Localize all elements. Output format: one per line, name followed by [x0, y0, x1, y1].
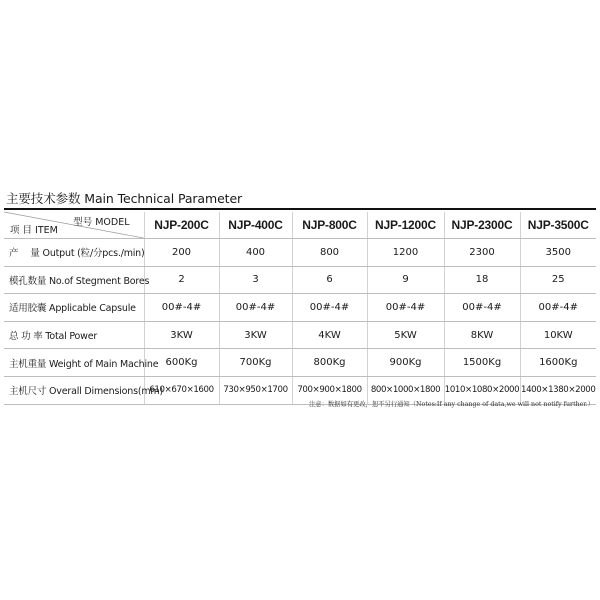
power-value: 3KW — [219, 321, 292, 349]
output-value: 3500 — [520, 239, 596, 267]
bores-value: 25 — [520, 266, 596, 294]
model-header-label: 型号 MODEL — [73, 217, 130, 228]
spec-title: 主要技术参数 Main Technical Parameter — [6, 191, 243, 206]
dimensions-value: 730×950×1700 — [219, 376, 292, 404]
corner-cell — [4, 212, 144, 239]
model-njp-200c: NJP-200C — [144, 212, 219, 239]
label-output: 产 量 Output (粒/分pcs./min) — [4, 239, 144, 267]
item-header-label: 项 目 ITEM — [10, 225, 58, 236]
weight-value: 1600Kg — [520, 349, 596, 377]
output-value: 1200 — [367, 239, 444, 267]
dimensions-value: 800×1000×1800 — [367, 376, 444, 404]
row-bores — [4, 266, 596, 294]
footnote: 注意：数据如有更改，恕不另行通知（Notes:If any change of data,we will not notify further.） — [308, 401, 594, 408]
row-capsule — [4, 294, 596, 322]
dimensions-value: 1400×1380×2000 — [520, 376, 596, 404]
dimensions-value: 610×670×1600 — [144, 376, 219, 404]
model-njp-2300c: NJP-2300C — [444, 212, 520, 239]
capsule-value: 00#-4# — [367, 294, 444, 322]
weight-value: 1500Kg — [444, 349, 520, 377]
model-njp-800c: NJP-800C — [292, 212, 367, 239]
power-value: 8KW — [444, 321, 520, 349]
label-power: 总 功 率 Total Power — [4, 321, 144, 349]
row-output — [4, 239, 596, 267]
spec-table — [4, 212, 596, 405]
power-value: 5KW — [367, 321, 444, 349]
row-weight — [4, 349, 596, 377]
bores-value: 2 — [144, 266, 219, 294]
dimensions-value: 1010×1080×2000 — [444, 376, 520, 404]
model-njp-1200c: NJP-1200C — [367, 212, 444, 239]
bores-value: 6 — [292, 266, 367, 294]
dimensions-value: 700×900×1800 — [292, 376, 367, 404]
row-power — [4, 321, 596, 349]
capsule-value: 00#-4# — [520, 294, 596, 322]
weight-value: 700Kg — [219, 349, 292, 377]
capsule-value: 00#-4# — [144, 294, 219, 322]
header-row — [4, 212, 596, 239]
bores-value: 3 — [219, 266, 292, 294]
weight-value: 800Kg — [292, 349, 367, 377]
bores-value: 18 — [444, 266, 520, 294]
output-value: 800 — [292, 239, 367, 267]
label-bores: 模孔数量 No.of Stegment Bores — [4, 266, 144, 294]
model-njp-400c: NJP-400C — [219, 212, 292, 239]
label-weight: 主机重量 Weight of Main Machine — [4, 349, 144, 377]
capsule-value: 00#-4# — [219, 294, 292, 322]
label-dimensions: 主机尺寸 Overall Dimensions(mm) — [4, 376, 144, 404]
output-value: 400 — [219, 239, 292, 267]
power-value: 3KW — [144, 321, 219, 349]
label-capsule: 适用胶囊 Applicable Capsule — [4, 294, 144, 322]
weight-value: 600Kg — [144, 349, 219, 377]
output-value: 2300 — [444, 239, 520, 267]
output-value: 200 — [144, 239, 219, 267]
model-njp-3500c: NJP-3500C — [520, 212, 596, 239]
bores-value: 9 — [367, 266, 444, 294]
capsule-value: 00#-4# — [444, 294, 520, 322]
weight-value: 900Kg — [367, 349, 444, 377]
title-rule — [4, 208, 596, 210]
capsule-value: 00#-4# — [292, 294, 367, 322]
power-value: 10KW — [520, 321, 596, 349]
power-value: 4KW — [292, 321, 367, 349]
